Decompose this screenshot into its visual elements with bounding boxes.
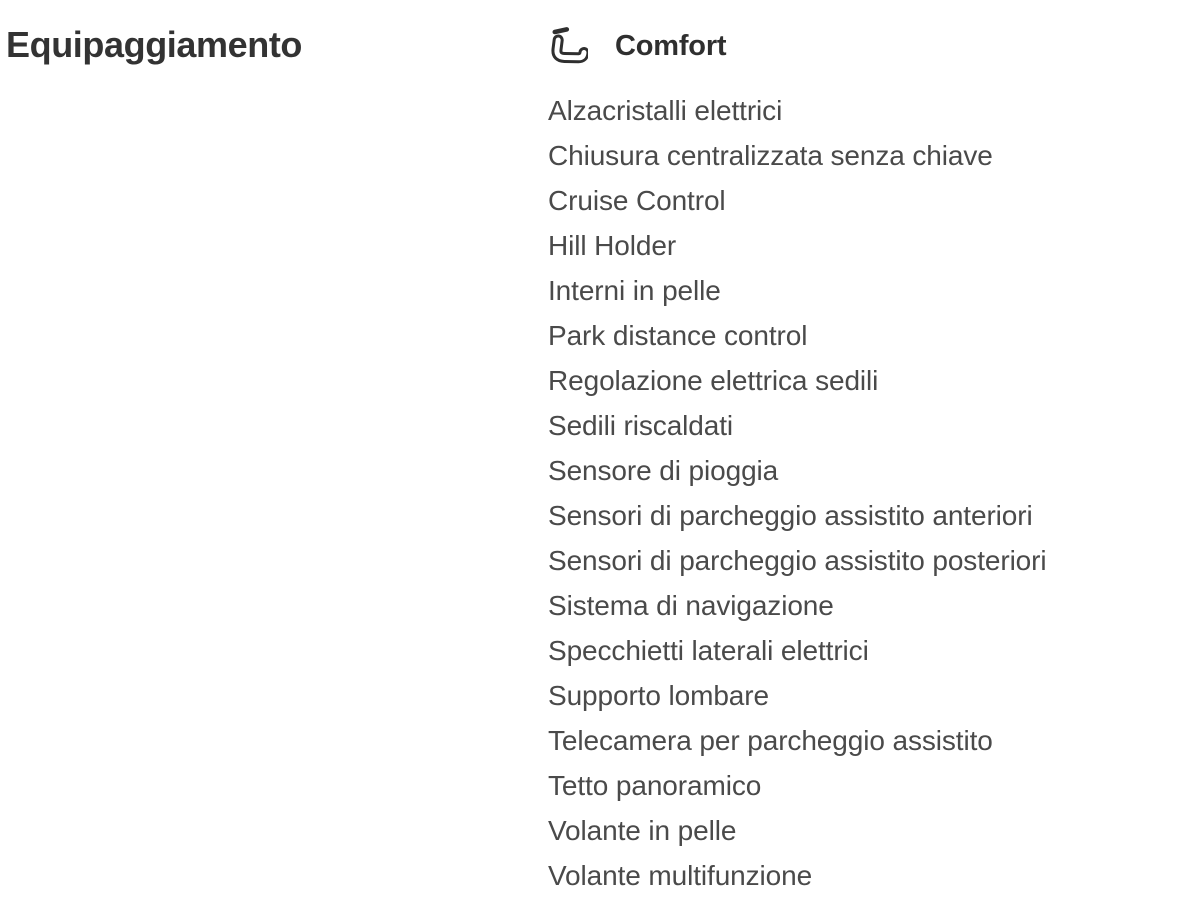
category-header-comfort xyxy=(548,24,1200,68)
feature-item: Regolazione elettrica sedili xyxy=(548,365,879,396)
feature-item: Chiusura centralizzata senza chiave xyxy=(548,140,993,171)
feature-item: Hill Holder xyxy=(548,230,677,261)
feature-item: Telecamera per parcheggio assistito xyxy=(548,725,993,756)
feature-item: Volante multifunzione xyxy=(548,860,813,891)
feature-item: Sensori di parcheggio assistito anteriori xyxy=(548,500,1033,531)
car-seat-icon xyxy=(548,26,588,66)
section-title-column xyxy=(6,24,548,65)
feature-item: Sedili riscaldati xyxy=(548,410,734,441)
feature-item: Sensore di pioggia xyxy=(548,455,779,486)
equipment-content xyxy=(548,24,1200,898)
feature-item: Sistema di navigazione xyxy=(548,590,834,621)
feature-item: Park distance control xyxy=(548,320,808,351)
feature-item: Alzacristalli elettrici xyxy=(548,95,783,126)
feature-item: Cruise Control xyxy=(548,185,726,216)
feature-item: Specchietti laterali elettrici xyxy=(548,635,869,666)
feature-item: Supporto lombare xyxy=(548,680,769,711)
feature-item: Tetto panoramico xyxy=(548,770,762,801)
category-label: Comfort xyxy=(615,29,727,62)
feature-list xyxy=(548,88,1200,898)
feature-item: Volante in pelle xyxy=(548,815,737,846)
feature-item: Sensori di parcheggio assistito posteriori xyxy=(548,545,1047,576)
feature-item: Interni in pelle xyxy=(548,275,721,306)
section-title: Equipaggiamento xyxy=(6,24,303,65)
